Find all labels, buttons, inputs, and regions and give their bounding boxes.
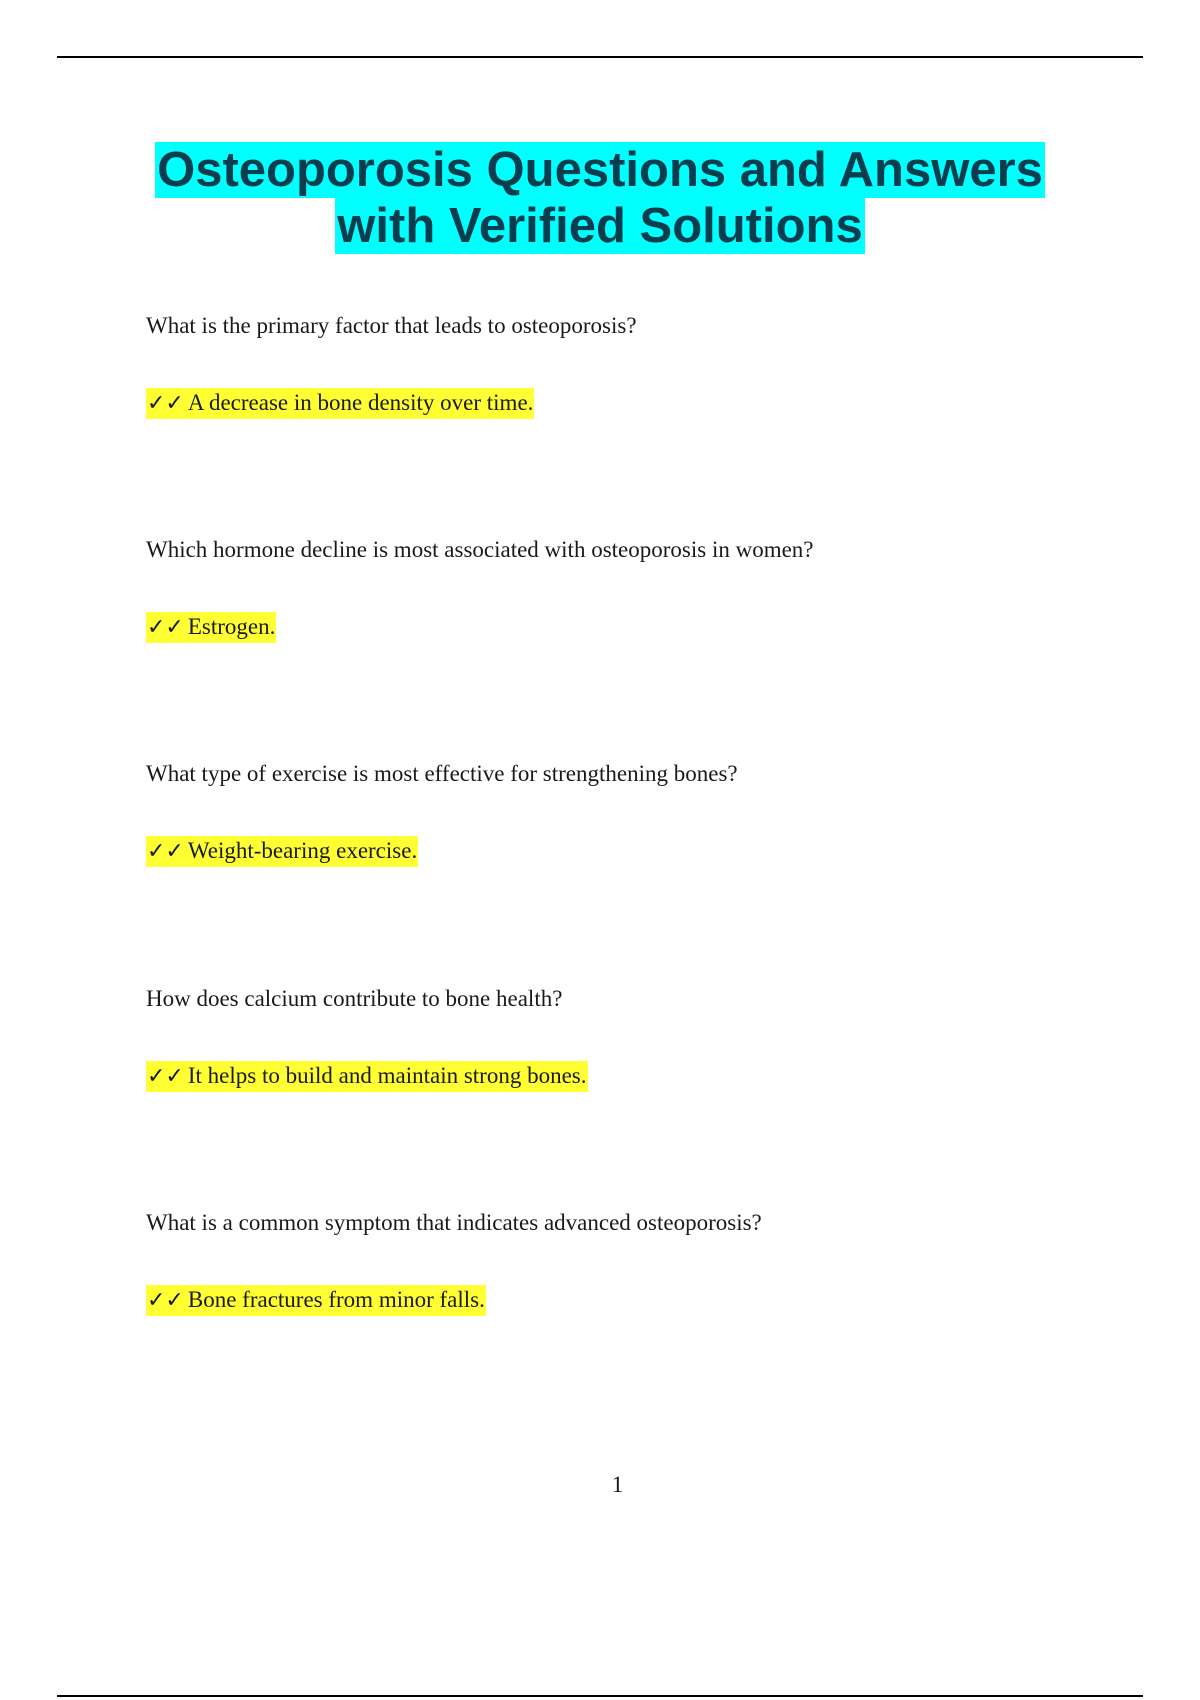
question-text: How does calcium contribute to bone health?	[146, 986, 563, 1011]
bottom-rule	[57, 1695, 1143, 1697]
title-line-2: with Verified Solutions	[337, 199, 863, 253]
answer-highlight	[146, 836, 418, 867]
title-line-1: Osteoporosis Questions and Answers	[157, 143, 1043, 197]
double-check-icon: ✓✓	[147, 839, 184, 864]
question-text: Which hormone decline is most associated with osteoporosis in women?	[146, 537, 814, 562]
document-title	[0, 142, 1200, 254]
answer-text: Estrogen.	[187, 614, 276, 639]
answer-highlight	[146, 1061, 588, 1092]
double-check-icon: ✓✓	[147, 1064, 184, 1089]
answer-text: A decrease in bone density over time.	[187, 390, 534, 415]
question-text: What is a common symptom that indicates advanced osteoporosis?	[146, 1210, 762, 1235]
answer-highlight	[146, 1285, 486, 1316]
double-check-icon: ✓✓	[147, 615, 184, 640]
answer-highlight	[146, 388, 534, 419]
answer-text: Weight-bearing exercise.	[187, 838, 418, 863]
double-check-icon: ✓✓	[147, 391, 184, 416]
question-text: What is the primary factor that leads to osteoporosis?	[146, 313, 637, 338]
answer-text: Bone fractures from minor falls.	[187, 1287, 485, 1312]
answer-text: It helps to build and maintain strong bones.	[187, 1063, 587, 1088]
double-check-icon: ✓✓	[147, 1288, 184, 1313]
top-rule	[57, 56, 1143, 58]
answer-highlight	[146, 612, 276, 643]
question-text: What type of exercise is most effective for strengthening bones?	[146, 761, 738, 786]
page-number: 1	[611, 1472, 624, 1497]
